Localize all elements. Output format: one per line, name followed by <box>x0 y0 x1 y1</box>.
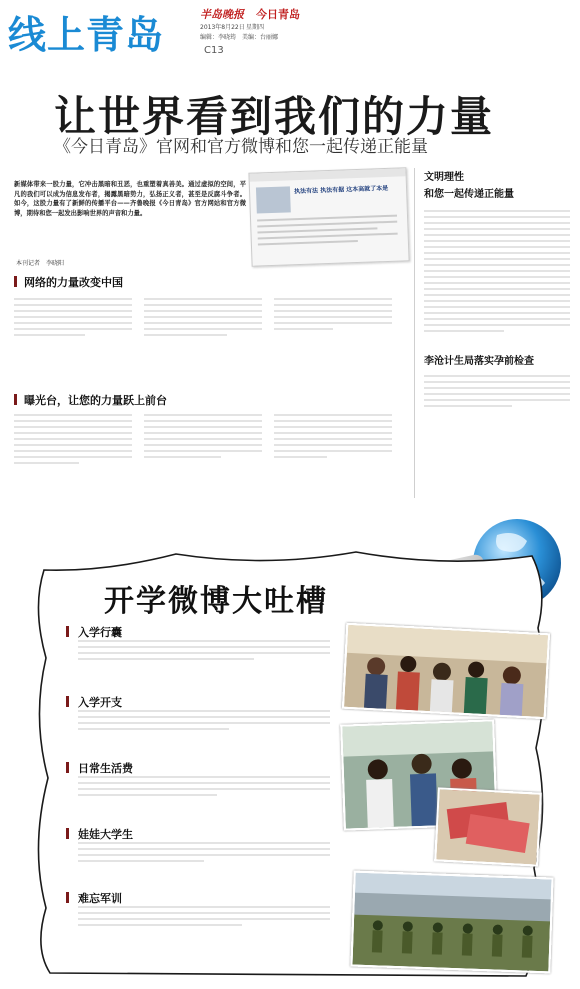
photo-money <box>434 787 542 866</box>
website-screenshot <box>248 167 409 266</box>
paper-logo: 半岛晚报 <box>200 8 244 21</box>
issue-weekday: 星期四 <box>246 24 265 31</box>
weibo-item-marker <box>66 626 69 637</box>
sidebar <box>424 168 570 508</box>
sidebar-body-1 <box>424 210 570 332</box>
weibo-item-marker <box>66 892 69 903</box>
column-divider <box>414 168 415 498</box>
weibo-item-body <box>78 776 330 800</box>
photo-military-training <box>350 871 553 974</box>
sidebar-heading-1b: 和您一起传递正能量 <box>424 189 514 200</box>
weibo-item-title: 难忘军训 <box>78 892 122 905</box>
section-2-column-2 <box>144 412 262 490</box>
weibo-item-marker <box>66 828 69 839</box>
page-number: C13 <box>204 45 224 56</box>
section-2-column-1 <box>14 412 132 490</box>
paper-name: 今日青岛 <box>256 8 300 21</box>
weibo-item-title: 娃娃大学生 <box>78 828 133 841</box>
sidebar-heading-2: 李沧计生局落实孕前检查 <box>424 356 534 367</box>
weibo-item-body <box>78 640 330 664</box>
section-marker <box>14 394 17 405</box>
subheadline: 《今日青岛》官网和官方微博和您一起传递正能量 <box>54 137 428 157</box>
section-title: 线上青岛 <box>8 13 165 57</box>
weibo-item-body <box>78 842 330 866</box>
byline: 本刊记者 李晓阳 <box>16 260 65 267</box>
weibo-item-marker <box>66 696 69 707</box>
weibo-item-body <box>78 710 330 734</box>
sidebar-body-2 <box>424 375 570 407</box>
screenshot-headline: 执法有法 执法有据 这本高就了本是 <box>293 184 389 196</box>
section-marker <box>14 276 17 287</box>
weibo-item-title: 入学开支 <box>78 696 122 709</box>
lead-paragraph: 新媒体带来一股力量，它冲击黑暗和丑恶，也重塑着真善美。通过虚拟的空间，平凡的我们可以成为信息发布者，揭露黑暗势力，弘扬正义者，甚至是反腐斗争者。如今，这股力量有了新鲜的传播平台——齐鲁晚报《今日青岛》官方网站和官方微博，期待和您一起发出影响世界的声音和力量。 <box>14 181 246 217</box>
section-2-column-3 <box>274 412 392 490</box>
weibo-feature-title: 开学微博大吐槽 <box>104 584 328 619</box>
section-heading <box>14 274 394 288</box>
headline: 让世界看到我们的力量 <box>54 92 495 141</box>
sidebar-heading-1a: 文明理性 <box>424 172 464 183</box>
weibo-item-title: 入学行囊 <box>78 626 122 639</box>
section-title-exposure: 曝光台，让您的力量跃上前台 <box>24 394 167 407</box>
section-1-column-3 <box>274 296 392 358</box>
issue-date: 2013年8月22日 <box>200 24 245 31</box>
masthead <box>0 0 580 60</box>
section-title-network: 网络的力量改变中国 <box>24 276 123 289</box>
section-1-column-1 <box>14 296 132 358</box>
editors-credit: 编辑：李晓筠 美编：台丽娜 <box>200 34 279 41</box>
weibo-item-body <box>78 906 330 930</box>
weibo-item-title: 日常生活费 <box>78 762 133 775</box>
photo-students-registering <box>342 623 550 720</box>
section-heading <box>14 392 394 406</box>
section-1-column-2 <box>144 296 262 358</box>
weibo-item-marker <box>66 762 69 773</box>
